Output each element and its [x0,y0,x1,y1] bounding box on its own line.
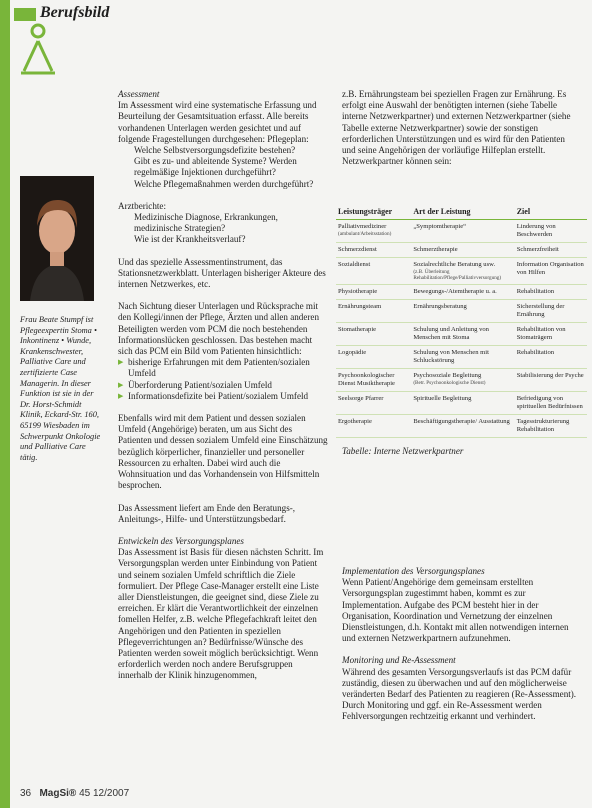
question: Welche Selbstversorgungsdefizite bestehen? [134,145,296,156]
cell-service: Psychosoziale Begleitung (Betr. Psychoonkologische Dienst) [411,369,514,392]
paragraph: Ebenfalls wird mit dem Patient und dessen sozialen Umfeld (Angehörige) beraten, um aus Sicht des Patienten und dessen sozialem Umfeld eine Einschätzung bezüglich körperlicher, finanzieller und personeller Ressourcen zu erhalten. Dabei wird auch die Wohnsituation und das Vorhandensein von Hilfsmitteln besprochen. [118,413,328,491]
section-marker [14,8,36,21]
cell-service: Schulung von Menschen mit Schluckstörung [411,346,514,369]
cell-goal: Rehabilitation [515,285,587,300]
cell-goal: Stabilisierung der Psyche [515,369,587,392]
cell-provider: Schmerzdienst [336,243,411,258]
cell-goal: Rehabilitation von Stomaträgern [515,323,587,346]
table-row [336,243,587,258]
green-margin-bar [0,0,10,808]
question: Wie ist der Krankheitsverlauf? [134,234,246,245]
table-row [336,300,587,323]
table-row [336,323,587,346]
cell-provider: Ernährungsteam [336,300,411,323]
portrait-photo [20,176,94,301]
table-row [336,258,587,285]
cell-provider: Sozialdienst [336,258,411,285]
cell-goal: Befriedigung von spirituellen Bedürfnissen [515,392,587,415]
cell-provider: Psychoonkologischer Dienst Musiktherapie [336,369,411,392]
heading-monitoring: Monitoring und Re-Assessment [342,655,456,666]
cell-provider: Physiotherapie [336,285,411,300]
table-header: Ziel [515,206,587,220]
cell-service: Spirituelle Begleitung [411,392,514,415]
magazine-name: MagSi® [39,788,77,799]
cell-goal: Schmerzfreiheit [515,243,587,258]
paragraph: z.B. Ernährungsteam bei speziellen Fragen zur Ernährung. Es erfolgt eine Auswahl der benötigten internen (siehe Tabelle interne Netzwerkpartner) und externen Netzwerkpartner (siehe Tabelle externe Netzwerkpartner) sowie der sonstigen erforderlichen Unterstützungen und es wird für den Patienten und seine Angehörigen der vorläufige Hilfeplan erstellt. Netzwerkpartner können sein: [342,89,571,167]
question: Gibt es zu- und ableitende Systeme? Werden regelmäßige Injektionen durchgeführt? [134,156,297,178]
paragraph: Das Assessment ist Basis für diesen nächsten Schritt. Im Versorgungsplan werden unter Einbindung von Patient und seinem sozialen Umfeld schriftlich die Ziele formuliert. Der Pflege Case-Manager erstellt eine Liste aller Dienstleistungen, die geeignet sind, diese Ziele zu erreichen. Er klärt die Verantwortlichkeit der einzelnen fomellen Helfer, z.B. welche Pflegefachkraft leitet den Angehörigen und den Patienten in speziellen Pflegeverrichtungen an? Bedürfnisse/Wünsche des Patienten werden soweit möglich berücksichtigt. Wenn erforderlich werden noch andere Berufsgruppen innerhalb der Klinik hinzugenommen, [118,547,324,681]
paragraph: Das Assessment liefert am Ende den Beratungs-, Anleitungs-, Hilfe- und Unterstützungsbedarf. [118,502,296,524]
cell-goal: Rehabilitation [515,346,587,369]
photo-caption: Frau Beate Stumpf ist Pflegeexpertin Stoma • Inkontinenz • Wunde, Krankenschwester, Palliative Care und zertifizierte Case Managerin. In dieser Funktion ist sie in der Dr. Horst-Schmidt Klinik, Eckard-Str. 160, 65199 Wiesbaden im Schwerpunkt Onkologie und Palliative Care tätig. [20,315,101,462]
question: Welche Pflegemaßnahmen werden durchgeführt? [134,178,314,189]
cell-service: „Symptomtherapie“ [411,220,514,243]
left-column [118,89,328,682]
cell-goal: Tagesstrukturierung Rehabilitation [515,415,587,438]
right-column-top [342,89,578,167]
cell-provider: Logopädie [336,346,411,369]
cell-service: Ernährungsberatung [411,300,514,323]
cell-goal: Sicherstellung der Ernährung [515,300,587,323]
page-number: 36 [20,788,32,799]
table-row [336,369,587,392]
section-title: Berufsbild [40,4,110,21]
heading-entwickeln: Entwickeln des Versorgungsplanes [118,535,244,546]
bullet-item: ▶ Überforderung Patient/sozialen Umfeld [118,380,328,391]
bullet-item: ▶ bisherige Erfahrungen mit dem Patienten/sozialen Umfeld [118,357,328,379]
cell-service: Bewegungs-/Atemtherapie u. a. [411,285,514,300]
heading-implementation: Implementation des Versorgungsplanes [342,566,485,576]
paragraph: Nach Sichtung dieser Unterlagen und Rücksprache mit den Kollegi/innen der Pflege, Ärzten und allen anderen Beteiligten werden vom PCM die noch bestehenden Informationslücken geschlossen. Das bestehen macht sich das PCM ein Bild vom Patienten hinsichtlich: [118,301,319,357]
heading-assessment: Assessment [118,89,160,99]
cell-service: Beschäftigungstherapie/ Ausstattung [411,415,514,438]
page-footer [20,788,129,799]
question: Medizinische Diagnose, Erkrankungen, medizinische Strategien? [134,212,278,234]
label-arztberichte: Arztberichte: [118,200,166,211]
paragraph: Wenn Patient/Angehörige dem gemeinsam erstellten Versorgungsplan zugestimmt haben, kommt es zur Implementation. Aufgabe des PCM besteht hier in der Organisation, Koordination und Vernetzung der einzelnen Dienstleistungen, d.h. Kontakt mit allen notwendigen internen und externen Netzwerkpartnern aufzunehmen. [342,577,569,644]
cell-provider: Palliativmediziner (ambulant/Arbeitsstation) [336,220,411,243]
paragraph: Während des gesamten Versorgungsverlaufs ist das PCM dafür zuständig, diesen zu überwachen und auf den möglicherweise veränderten Bedarf des Patienten zu reagieren (Re-Assessment). Durch Monitoring und ggf. ein Re-Assessment werden Fehlversorgungen rechtzeitig erkannt und verhindert. [342,666,577,722]
table-row [336,285,587,300]
table-row [336,346,587,369]
cell-goal: Information Organisation von Hilfen [515,258,587,285]
issue-number: 45 [79,788,91,799]
table-caption: Tabelle: Interne Netzwerkpartner [342,446,464,456]
cell-goal: Linderung von Beschwerden [515,220,587,243]
table-header: Art der Leistung [411,206,514,220]
issue-date: 12/2007 [92,788,130,799]
paragraph: Und das spezielle Assessmentinstrument, das Stationsnetzwerkblatt. Unterlagen bisheriger Akteure des internen Netzwerkes, etc. [118,256,326,290]
bullet-item: ▶ Informationsdefizite bei Patient/sozialem Umfeld [118,391,328,402]
cell-service: Sozialrechtliche Beratung usw. (z.B. Überleitung Rehabilitation/Pflege/Palliativversorgung) [411,258,514,285]
table-header: Leistungsträger [336,206,411,220]
table-row [336,220,587,243]
table-row [336,392,587,415]
partner-table [336,206,587,434]
person-logo-icon [18,23,58,78]
cell-service: Schmerztherapie [411,243,514,258]
cell-provider: Stomatherapie [336,323,411,346]
table-row [336,415,587,438]
right-column-bottom [342,566,578,723]
cell-service: Schulung und Anleitung von Menschen mit Stoma [411,323,514,346]
cell-provider: Ergotherapie [336,415,411,438]
cell-provider: Seelsorge Pfarrer [336,392,411,415]
paragraph: Im Assessment wird eine systematische Erfassung und Beurteilung der Gesamtsituation erfasst. Alle bereits vorhandenen Unterlagen werden gesichtet und auf folgende Fragestellungen durchgesehen: Pflegeplan: [118,100,317,144]
